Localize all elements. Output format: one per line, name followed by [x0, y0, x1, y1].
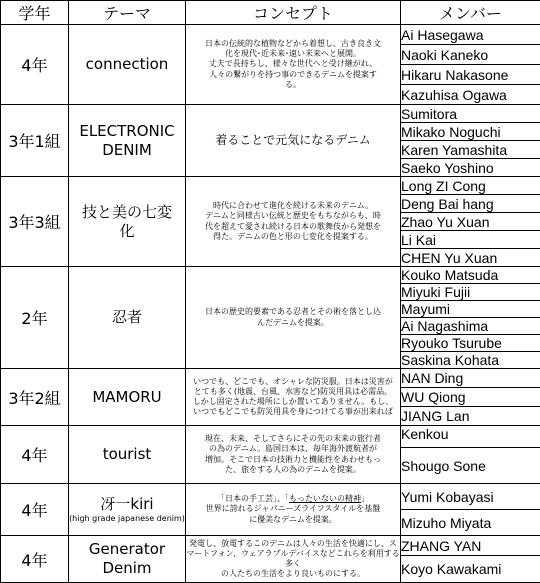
concept-line: の人たちの生活をより良いものにする。 [221, 569, 365, 578]
concept-cell [186, 369, 401, 426]
concept-line: マートフォン、ウェアラブルデバイスなどこれらを利用する多く [186, 549, 400, 568]
theme-line: 技と美の七変 [82, 203, 172, 221]
member-name: Yumi Kobayasi [401, 484, 540, 510]
member-name: Kazuhisa Ogawa [401, 85, 540, 105]
member-name: Saskina Kohata [401, 352, 540, 369]
theme-line: DENIM [102, 141, 152, 159]
member-name: Ai Nagashima [401, 318, 540, 335]
theme-line: Generator [89, 540, 165, 558]
concept-line: の為のデニム。島国日本は、毎年海外渡航者が [209, 444, 377, 453]
concept-cell [186, 484, 401, 536]
theme-cell [69, 484, 186, 536]
member-name: Hikaru Nakasone [401, 65, 540, 85]
member-name: Zhao Yu Xuan [401, 213, 540, 231]
header-row [1, 1, 540, 25]
header-theme: テーマ [69, 1, 186, 25]
theme-cell [69, 105, 186, 177]
concept-line: いつでも、どこでも、オシャレな防災服。日本は災害が [193, 377, 393, 386]
concept-line: しかし固定された場所にしか置いてありません。もし、 [193, 397, 393, 406]
concept-cell: 着ることで元気になるデニム [186, 105, 401, 177]
member-name: Ryouko Tsurube [401, 335, 540, 352]
member-name: Deng Bai hang [401, 195, 540, 213]
member-name: WU Qiong [401, 388, 540, 407]
member-name: Kouko Matsuda [401, 267, 540, 284]
theme-cell: connection [69, 25, 186, 105]
member-name: Kenkou [401, 426, 540, 448]
header-grade: 学年 [1, 1, 69, 25]
member-name: Koyo Kawakami [401, 556, 540, 583]
member-name: Shougo Sone [401, 448, 540, 484]
member-name: Miyuki Fujii [401, 284, 540, 301]
grade-cell: 2年 [1, 267, 69, 369]
concept-text: 」 [361, 494, 369, 503]
concept-line: とても多く(地震、台風、水害など)防災用具は必需品。 [194, 387, 392, 396]
concept-line: 得た。デニムの色と形の七変化を提案する。 [213, 232, 373, 241]
member-name: Ai Hasegawa [401, 25, 540, 45]
concept-line: 日本の伝統的な植物などから着想し、古き良き文 [205, 39, 381, 48]
theme-line: 化 [119, 222, 134, 240]
concept-line: デニムと同様古い伝統と歴史をもちながらも、時 [205, 211, 381, 220]
header-members: メンバー [401, 1, 540, 25]
grade-cell: 4年 [1, 484, 69, 536]
concept-cell [186, 267, 401, 369]
grade-cell: 4年 [1, 536, 69, 583]
grade-cell: 3年3組 [1, 177, 69, 267]
concept-cell [186, 426, 401, 484]
theme-cell: MAMORU [69, 369, 186, 426]
theme-cell: 忍者 [69, 267, 186, 369]
member-name: Sumitora [401, 105, 540, 123]
concept-line: 発電し、放電するこのデニムは人々の生活を快適にし、ス [189, 539, 397, 548]
grade-cell: 3年1組 [1, 105, 69, 177]
member-name: ZHANG YAN [401, 536, 540, 556]
member-name: Mizuho Miyata [401, 510, 540, 536]
concept-line: んだデニムを提案。 [257, 318, 329, 327]
member-name: Mikako Noguchi [401, 123, 540, 141]
concept-line: に優美なデニムを提案。 [249, 515, 337, 524]
member-name: Saeko Yoshino [401, 159, 540, 177]
concept-text: 「日本の手工芸」、「 [217, 494, 289, 503]
concept-line: 人々の繋がりを持つ事のできるデニムを提案す [209, 70, 377, 79]
concept-line: 代を超えて愛され続ける日本の歌舞伎から発想を [205, 222, 381, 231]
member-name: JIANG Lan [401, 407, 540, 426]
member-name: Naoki Kaneko [401, 45, 540, 65]
theme-line: ELECTRONIC [79, 122, 174, 140]
member-name: Mayumi [401, 301, 540, 318]
concept-cell [186, 536, 401, 583]
theme-cell [69, 177, 186, 267]
theme-line: Denim [102, 559, 151, 577]
member-name: Karen Yamashita [401, 141, 540, 159]
concept-line: 世界に誇れるジャパニーズライフスタイルを基盤 [206, 504, 380, 513]
concept-line: る。 [285, 80, 301, 89]
concept-underlined-text: もったいないの精神 [289, 494, 361, 503]
theme-line: 冴一kiri [100, 495, 153, 513]
concept-line: 時代に合わせて進化を続ける未来のデニム。 [213, 201, 373, 210]
concept-cell [186, 25, 401, 105]
concept-line: 日本の歴史的要素である忍者とその術を落とし込 [205, 307, 381, 316]
member-name: Li Kai [401, 231, 540, 249]
grade-cell: 4年 [1, 25, 69, 105]
theme-cell: tourist [69, 426, 186, 484]
concept-line: た、旅をする人の為のデニムを提案。 [225, 465, 361, 474]
grade-cell: 3年2組 [1, 369, 69, 426]
concept-line: 増加。そこで日本の技術力と機能性をあわせもっ [205, 455, 381, 464]
member-name: Long ZI Cong [401, 177, 540, 195]
concept-line: 丈夫で長持ちし、様々な世代へと受け継がれ、 [209, 59, 377, 68]
theme-cell [69, 536, 186, 583]
concept-line: いつでもどこでも防災用具を身につけてる事が出来れば [193, 407, 393, 416]
concept-line: 現在、未来、そしてさらにその先の未来の旅行者 [205, 434, 381, 443]
concept-cell [186, 177, 401, 267]
grade-cell: 4年 [1, 426, 69, 484]
member-name: CHEN Yu Xuan [401, 249, 540, 267]
concept-line: 化を現代･近未来･遠い未来へと展開。 [225, 49, 361, 58]
member-name: NAN Ding [401, 369, 540, 388]
header-concept: コンセプト [186, 1, 401, 25]
theme-subtitle: (high grade japanese denim) [69, 514, 185, 524]
